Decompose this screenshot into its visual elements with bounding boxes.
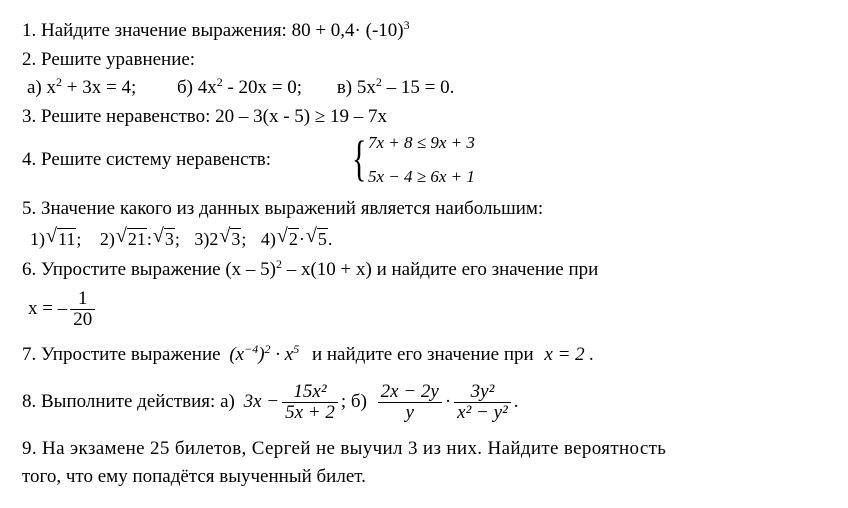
task-8: 8. Выполните действия: а) 3x − $\frac{\text{15x²}}{5x + 2}$ ; б) $\frac{2x - 2y}{y}$ · $\frac{\text{3y²}}{\text{x² − y²}}$ . — [22, 381, 519, 424]
task-9-line-2: того, что ему попадётся выученный билет. — [22, 466, 366, 487]
task-2-equations — [27, 77, 454, 99]
task-2-heading: 2. Решите уравнение: — [22, 49, 196, 70]
equation-a: а) $x^2 + 3x = 4$; — [27, 75, 137, 98]
option-1: 1) √ 11; — [30, 225, 82, 249]
equation-c: в) $5x^2 - 15 = 0$. — [336, 75, 455, 98]
option-3: 3)2 √ 3; — [194, 225, 247, 249]
task-7-expression: $(x^{-4})^2 \cdot x^5$ — [229, 342, 300, 365]
task-3: 3. Решите неравенство: 20 – 3(x - 5) ≥ 19 – 7x — [22, 106, 388, 127]
task-1: 1. Найдите значение выражения: $80 + 0,4\cdot (-10)^3$ — [22, 18, 410, 41]
task-4: 4. Решите систему неравенств: — [22, 149, 272, 170]
task-7: 7. Упростите выражение $(x^{-4})^2 \cdot x^5$ и найдите его значение при x = 2 . — [22, 342, 595, 365]
option-4: 4) √ 2· √ 5. — [260, 225, 333, 249]
option-2: 2) √ 21: √ 3; — [99, 225, 180, 249]
fraction-b2: $\frac{\text{3y²}}{\text{x² − y²}}$ — [454, 382, 511, 423]
fraction-one-twentieth: $\frac{1}{20}$ — [70, 289, 95, 330]
system-inequality-1: 7x + 8 ≤ 9x + 3 — [368, 133, 475, 152]
equation-b: б) $4x^2 - 20x = 0$; — [176, 75, 303, 98]
task-5-heading: 5. Значение какого из данных выражений является наибольшим: — [22, 198, 544, 219]
system-inequality-2: 5x − 4 ≥ 6x + 1 — [368, 167, 475, 186]
task-6: 6. Упростите выражение (x – 5)$^2$ – x(10 + x) и найдите его значение при — [22, 257, 599, 280]
fraction-b1: $\frac{2x - 2y}{y}$ — [378, 382, 442, 423]
task-6-x-value: x = – $\frac{1}{20}$ — [28, 288, 98, 330]
task-5-options — [30, 225, 333, 250]
task-9-line-1: 9. На экзамене 25 билетов, Сергей не выучил 3 из них. Найдите вероятность — [22, 438, 667, 459]
fraction-a: $\frac{\text{15x²}}{5x + 2}$ — [282, 382, 338, 423]
system-brace: { — [352, 130, 367, 186]
